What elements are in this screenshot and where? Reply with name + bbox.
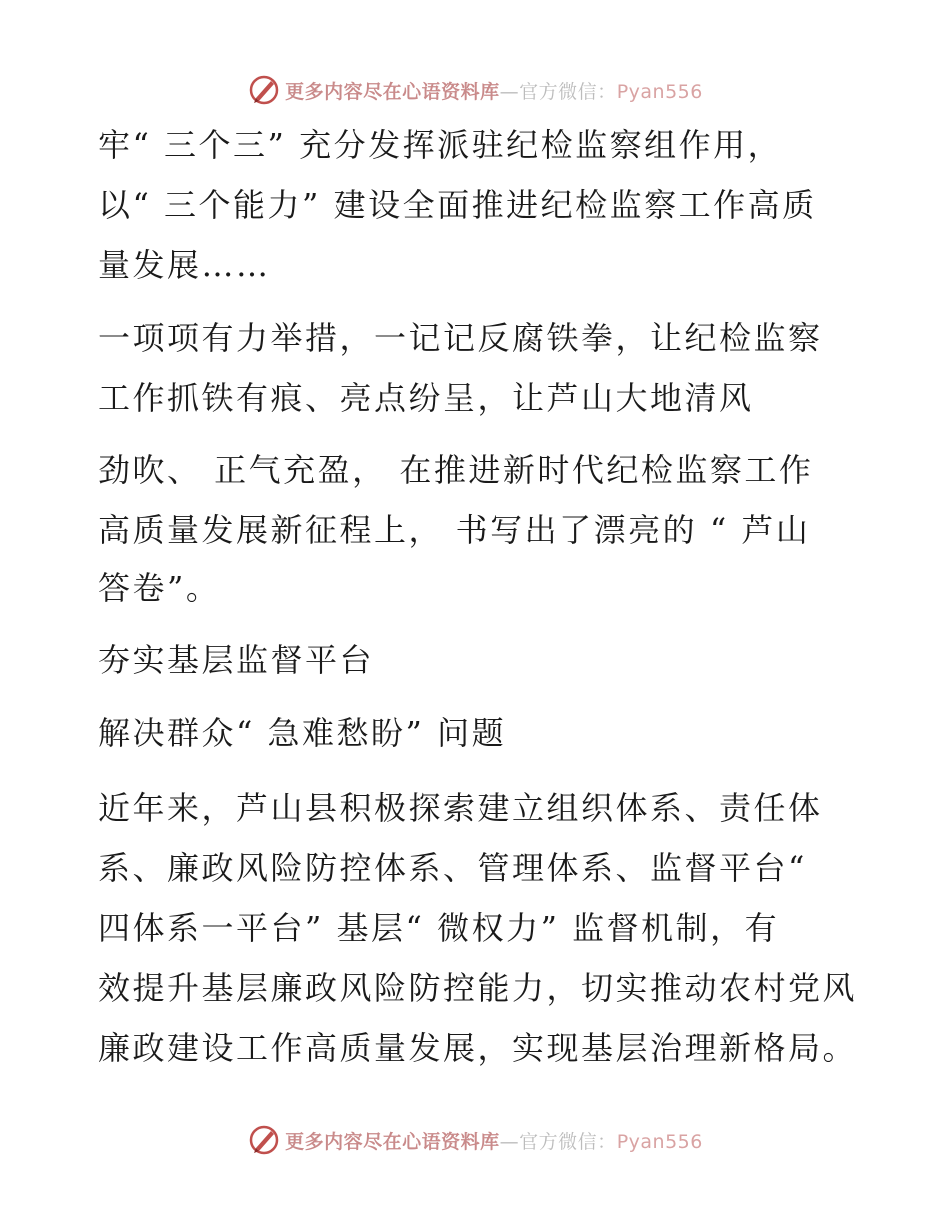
body-line: 四体系一平台” 基层“ 微权力” 监督机制，有 (98, 909, 780, 947)
watermark-text (285, 77, 703, 104)
watermark-separator: — (499, 80, 520, 103)
body-line: 量发展…… (98, 246, 271, 284)
header-watermark (0, 70, 950, 110)
body-line: 牢“ 三个三” 充分发挥派驻纪检监察组作用， (98, 126, 783, 164)
watermark-text (285, 1127, 703, 1154)
body-line: 劲吹、 正气充盈， 在推进新时代纪检监察工作 (98, 451, 814, 489)
body-line: 系、廉政风险防控体系、管理体系、监督平台“ (98, 849, 807, 887)
body-line: 效提升基层廉政风险防控能力，切实推动农村党风 (98, 969, 858, 1007)
body-line: 以“ 三个能力” 建设全面推进纪检监察工作高质 (98, 186, 817, 224)
pen-logo-icon (247, 1123, 281, 1157)
footer-watermark (0, 1120, 950, 1160)
body-line: 近年来，芦山县积极探索建立组织体系、责任体 (98, 789, 823, 827)
watermark-title: 更多内容尽在心语资料库 (285, 1130, 500, 1153)
section-heading: 解决群众“ 急难愁盼” 问题 (98, 714, 507, 752)
watermark-separator: — (499, 1130, 520, 1153)
watermark-wechat-label: 官方微信： (519, 80, 617, 103)
watermark-wechat-id: Pyan556 (616, 80, 703, 103)
pen-logo-icon (247, 73, 281, 107)
watermark-title: 更多内容尽在心语资料库 (285, 80, 500, 103)
body-line: 高质量发展新征程上， 书写出了漂亮的 “ 芦山 (98, 511, 811, 549)
watermark-wechat-label: 官方微信： (519, 1130, 617, 1153)
body-line: 工作抓铁有痕、亮点纷呈，让芦山大地清风 (98, 379, 754, 417)
watermark-wechat-id: Pyan556 (616, 1130, 703, 1153)
body-line: 答卷”。 (98, 569, 221, 607)
section-heading: 夯实基层监督平台 (98, 641, 375, 679)
body-line: 廉政建设工作高质量发展，实现基层治理新格局。 (98, 1029, 858, 1067)
body-line: 一项项有力举措，一记记反腐铁拳，让纪检监察 (98, 319, 823, 357)
